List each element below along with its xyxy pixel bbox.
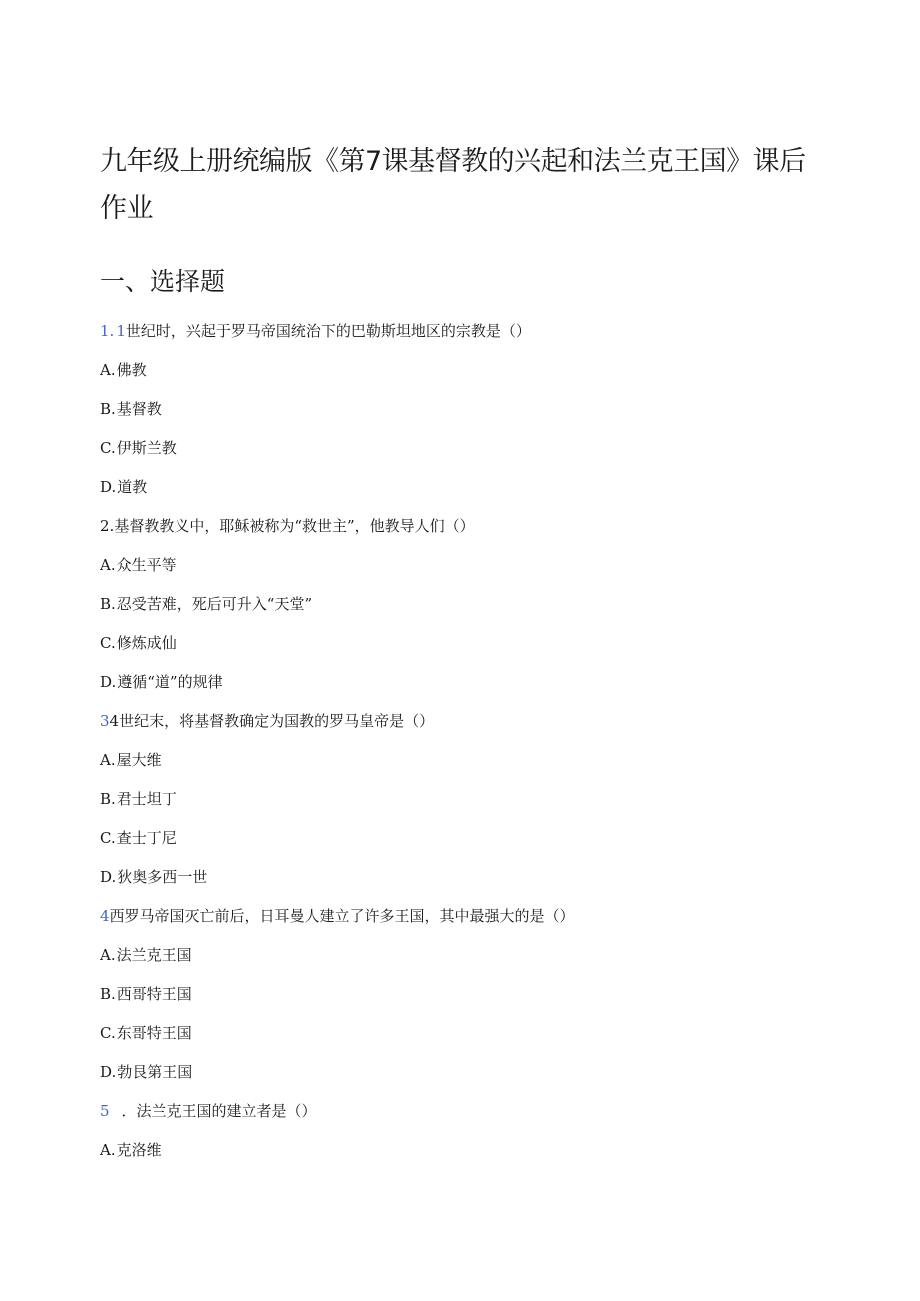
option-letter: D. (100, 1063, 117, 1081)
option-letter: B. (100, 595, 116, 613)
question-text: ．法兰克王国的建立者是（） (121, 1102, 317, 1120)
option-letter: D. (100, 673, 117, 691)
option-text: 忍受苦难，死后可升入“天堂” (116, 595, 313, 613)
option-text: 屋大维 (116, 751, 162, 769)
option-text: 修炼成仙 (116, 634, 177, 652)
question-text: 西罗马帝国灭亡前后，日耳曼人建立了许多王国，其中最强大的是（） (109, 907, 575, 925)
question-3-option-b (100, 788, 177, 810)
question-2-stem (100, 515, 475, 537)
option-letter: D. (100, 478, 117, 496)
question-2-option-d (100, 671, 223, 693)
option-letter: B. (100, 790, 116, 808)
option-letter: A. (100, 751, 116, 769)
question-number: 2. (100, 517, 115, 535)
document-title: 九年级上册统编版《第7课基督教的兴起和法兰克王国》课后作业 (100, 146, 806, 224)
question-5-stem (100, 1100, 317, 1122)
option-letter: A. (100, 556, 116, 574)
question-3-stem (100, 710, 434, 732)
question-5-option-a (100, 1139, 162, 1161)
question-1-stem (100, 320, 531, 342)
option-letter: C. (100, 829, 116, 847)
option-letter: A. (100, 361, 116, 379)
option-letter: A. (100, 946, 116, 964)
option-text: 克洛维 (116, 1141, 162, 1159)
question-text: 世纪时，兴起于罗马帝国统治下的巴勒斯坦地区的宗教是（） (125, 322, 531, 340)
option-text: 狄奥多西一世 (117, 868, 208, 886)
question-number: 1. (100, 322, 115, 340)
option-text: 查士丁尼 (116, 829, 177, 847)
option-text: 道教 (117, 478, 148, 496)
question-2-option-a (100, 554, 177, 576)
option-text: 君士坦丁 (116, 790, 177, 808)
question-3-option-c (100, 827, 177, 849)
option-text: 西哥特王国 (116, 985, 192, 1003)
question-number: 4 (100, 907, 110, 925)
option-letter: B. (100, 400, 116, 418)
question-3-option-a (100, 749, 162, 771)
option-letter: C. (100, 439, 116, 457)
question-4-stem (100, 905, 575, 927)
option-letter: C. (100, 634, 116, 652)
question-number: 3 (100, 712, 110, 730)
option-text: 基督教 (116, 400, 162, 418)
option-letter: A. (100, 1141, 116, 1159)
question-1-option-a (100, 359, 147, 381)
section-heading: 一、选择题 (100, 267, 226, 296)
option-letter: D. (100, 868, 117, 886)
option-letter: B. (100, 985, 116, 1003)
question-1-option-c (100, 437, 177, 459)
question-2-option-c (100, 632, 177, 654)
option-text: 东哥特王国 (116, 1024, 192, 1042)
question-4-option-c (100, 1022, 192, 1044)
option-text: 遵循“道”的规律 (117, 673, 223, 691)
option-text: 伊斯兰教 (116, 439, 177, 457)
question-number: 5 (100, 1102, 110, 1120)
question-3-option-d (100, 866, 207, 888)
question-1-option-d (100, 476, 147, 498)
question-1-option-b (100, 398, 162, 420)
question-number-suffix: 1 (116, 322, 126, 340)
option-letter: C. (100, 1024, 116, 1042)
question-2-option-b (100, 593, 312, 615)
option-text: 勃艮第王国 (117, 1063, 193, 1081)
option-text: 众生平等 (116, 556, 177, 574)
question-4-option-d (100, 1061, 192, 1083)
question-text: 基督教教义中，耶稣被称为“救世主”，他教导人们（） (114, 517, 475, 535)
question-4-option-a (100, 944, 192, 966)
question-4-option-b (100, 983, 192, 1005)
question-text: 4世纪末，将基督教确定为国教的罗马皇帝是（） (109, 712, 435, 730)
option-text: 法兰克王国 (116, 946, 192, 964)
option-text: 佛教 (116, 361, 147, 379)
